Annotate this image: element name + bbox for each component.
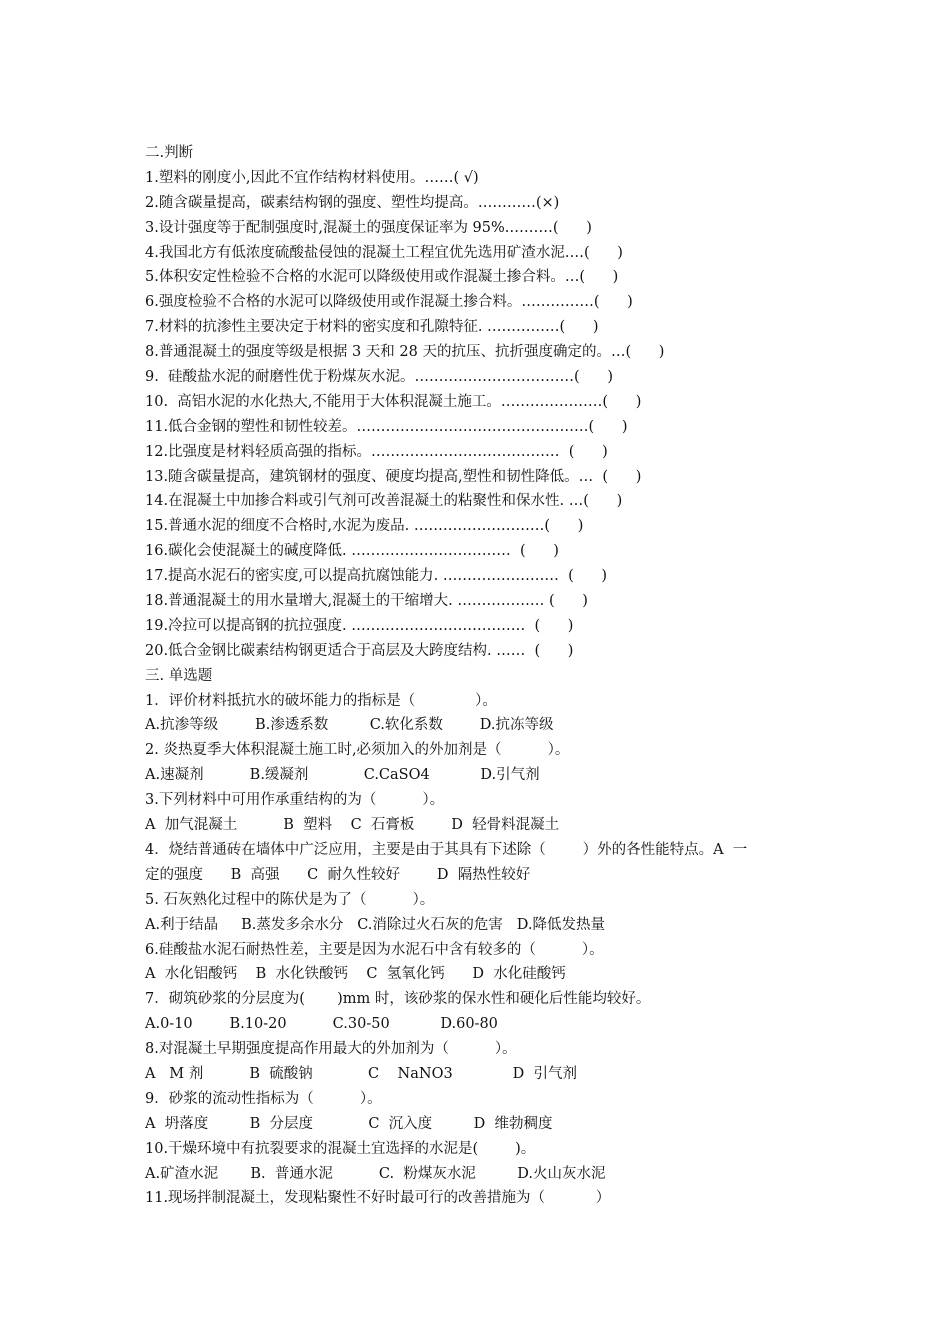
document-body [145,141,845,1211]
judgment-item-18: 18.普通混凝土的用水量增大,混凝土的干缩增大. ……………… ( ) [145,593,588,610]
judgment-item-7: 7.材料的抗渗性主要决定于材料的密实度和孔隙特征. ……………( ) [145,319,599,336]
question-6: 6.硅酸盐水泥石耐热性差，主要是因为水泥石中含有较多的（ ）。 [145,941,604,958]
question-5-options: A.利于结晶 B.蒸发多余水分 C.消除过火石灰的危害 D.降低发热量 [145,916,605,933]
question-1-options: A.抗渗等级 B.渗透系数 C.软化系数 D.抗冻等级 [145,717,554,734]
section-heading-judgment: 二.判断 [145,145,194,161]
judgment-item-9: 9. 硅酸盐水泥的耐磨性优于粉煤灰水泥。……………………………( ) [145,369,614,386]
judgment-item-17: 17.提高水泥石的密实度,可以提高抗腐蚀能力. …………………… ( ) [145,568,608,585]
judgment-item-3: 3.设计强度等于配制强度时,混凝土的强度保证率为 95%.………( ) [145,219,592,236]
question-2-options: A.速凝剂 B.缓凝剂 C.CaSO4 D.引气剂 [145,767,540,784]
judgment-item-14: 14.在混凝土中加掺合料或引气剂可改善混凝土的粘聚性和保水性. …( ) [145,493,623,510]
question-11: 11.现场拌制混凝土，发现粘聚性不好时最可行的改善措施为（ ） [145,1190,611,1207]
question-6-options: A 水化铝酸钙 B 水化铁酸钙 C 氢氧化钙 D 水化硅酸钙 [145,966,566,983]
judgment-item-12: 12.比强度是材料轻质高强的指标。………………………………… ( ) [145,443,608,460]
judgment-item-6: 6.强度检验不合格的水泥可以降级使用或作混凝土掺合料。……………( ) [145,294,633,311]
question-2: 2. 炎热夏季大体积混凝土施工时,必须加入的外加剂是（ ）。 [145,742,570,759]
question-4: 4．烧结普通砖在墙体中广泛应用，主要是由于其具有下述除（ ）外的各性能特点。A 一 [145,841,748,858]
question-3: 3.下列材料中可用作承重结构的为（ ）。 [145,792,445,809]
question-8: 8.对混凝土早期强度提高作用最大的外加剂为（ ）。 [145,1041,517,1058]
question-5: 5. 石灰熟化过程中的陈伏是为了（ ）。 [145,891,435,908]
question-3-options: A 加气混凝土 B 塑料 C 石膏板 D 轻骨料混凝土 [145,817,560,834]
question-1: 1．评价材料抵抗水的破坏能力的指标是（ ）。 [145,692,497,709]
judgment-item-8: 8.普通混凝土的强度等级是根据 3 天和 28 天的抗压、抗折强度确定的。…( ) [145,344,665,361]
judgment-item-5: 5.体积安定性检验不合格的水泥可以降级使用或作混凝土掺合料。…( ) [145,269,619,286]
question-10-options: A.矿渣水泥 B. 普通水泥 C. 粉煤灰水泥 D.火山灰水泥 [145,1165,606,1182]
judgment-item-15: 15.普通水泥的细度不合格时,水泥为废品. ………………………( ) [145,518,584,535]
judgment-item-20: 20.低合金钢比碳素结构钢更适合于高层及大跨度结构. …… ( ) [145,642,574,659]
question-9: 9．砂浆的流动性指标为（ ）。 [145,1090,382,1107]
question-9-options: A 坍落度 B 分层度 C 沉入度 D 维勃稠度 [145,1115,553,1132]
question-10: 10.干燥环境中有抗裂要求的混凝土宜选择的水泥是( )。 [145,1140,536,1157]
judgment-item-2: 2.随含碳量提高，碳素结构钢的强度、塑性均提高。…………(×) [145,194,560,211]
question-7-options: A.0-10 B.10-20 C.30-50 D.60-80 [145,1016,498,1033]
judgment-item-13: 13.随含碳量提高，建筑钢材的强度、硬度均提高,塑性和韧性降低。… ( ) [145,468,642,485]
section-heading-single-choice: 三. 单选题 [145,667,213,684]
judgment-item-19: 19.冷拉可以提高钢的抗拉强度. ……………………………… ( ) [145,617,574,634]
question-8-options: A M 剂 B 硫酸钠 C NaNO3 D 引气剂 [145,1065,577,1082]
judgment-item-11: 11.低合金钢的塑性和韧性较差。…………………………………………( ) [145,418,628,435]
judgment-item-16: 16.碳化会使混凝土的碱度降低. …………………………… ( ) [145,543,559,560]
question-7: 7．砌筑砂浆的分层度为( )mm 时，该砂浆的保水性和硬化后性能均较好。 [145,991,651,1008]
judgment-item-10: 10. 高铝水泥的水化热大,不能用于大体积混凝土施工。…………………( ) [145,393,642,410]
judgment-item-1: 1.塑料的刚度小,因此不宜作结构材料使用。……( √) [145,169,479,186]
judgment-item-4: 4.我国北方有低浓度硫酸盐侵蚀的混凝土工程宜优先选用矿渣水泥.…( ) [145,244,623,261]
question-4-options: 定的强度 B 高强 C 耐久性较好 D 隔热性较好 [145,866,531,883]
